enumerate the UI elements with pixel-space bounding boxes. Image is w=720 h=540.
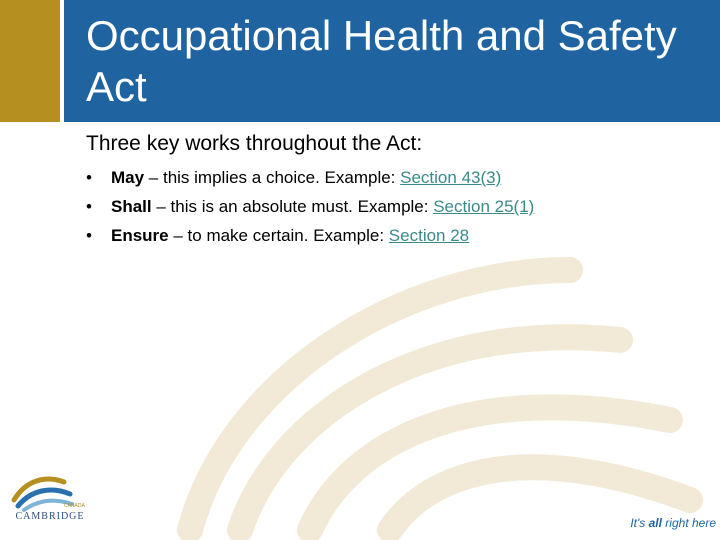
bullet-text: – this implies a choice. Example: <box>144 168 401 187</box>
slide-title: Occupational Health and Safety Act <box>86 12 677 110</box>
bullet-item-may <box>86 163 534 192</box>
bullet-icon: • <box>86 168 92 187</box>
section-link[interactable]: Section 43(3) <box>400 168 502 187</box>
slide-subtitle: Three key works throughout the Act: <box>86 132 423 155</box>
bullet-term: Shall <box>111 197 152 216</box>
section-link[interactable]: Section 28 <box>388 226 470 245</box>
bullet-list <box>86 163 534 250</box>
section-link[interactable]: Section 25(1) <box>433 197 535 216</box>
bullet-term: Ensure <box>111 226 169 245</box>
bullet-text: – to make certain. Example: <box>168 226 389 245</box>
bullet-icon: • <box>86 197 92 216</box>
tagline-pre: It's <box>630 516 649 530</box>
bullet-term: May <box>111 168 145 187</box>
bullet-item-ensure <box>86 221 534 250</box>
logo-text: CAMBRIDGE <box>15 511 85 522</box>
bullet-text: – this is an absolute must. Example: <box>151 197 434 216</box>
tagline-bold: all <box>648 516 662 530</box>
tagline-post: right here <box>661 516 716 530</box>
tagline <box>630 516 716 530</box>
logo-subtext: CANADA <box>64 503 85 509</box>
accent-bar <box>0 0 60 122</box>
bullet-icon: • <box>86 226 92 245</box>
swoosh-watermark-icon <box>150 230 710 540</box>
bullet-item-shall <box>86 192 534 221</box>
